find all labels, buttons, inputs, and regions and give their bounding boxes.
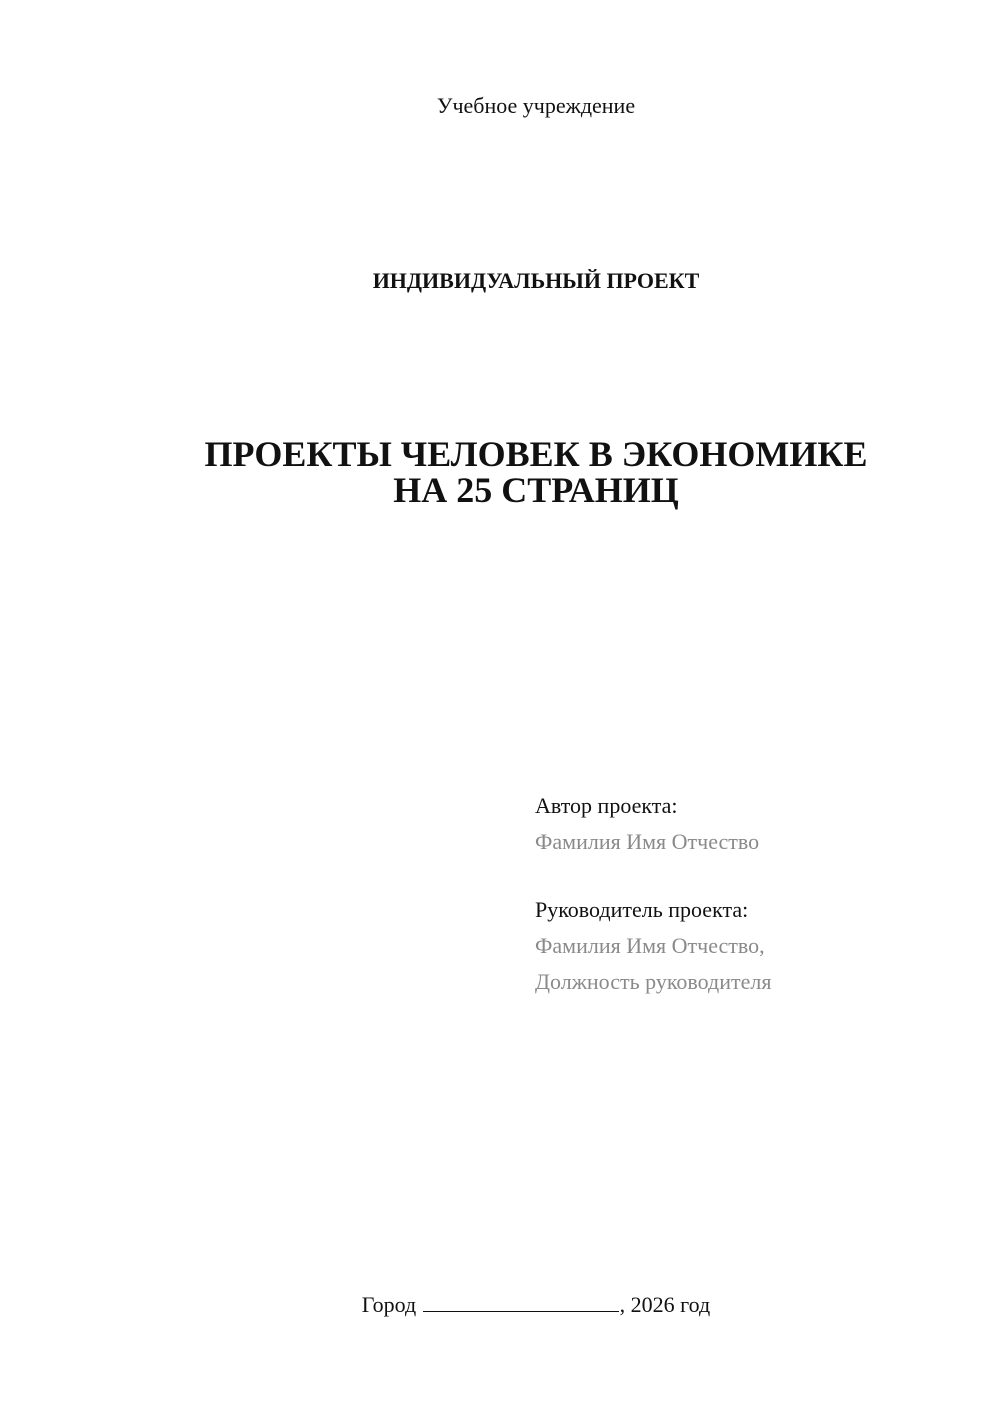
year-text: , 2026 год [619,1292,711,1317]
project-title-line-1: ПРОЕКТЫ ЧЕЛОВЕК В ЭКОНОМИКЕ [204,434,868,474]
credits-spacer [535,860,975,892]
project-title-line-2: НА 25 СТРАНИЦ [393,470,679,510]
author-name: Фамилия Имя Отчество [535,829,760,854]
supervisor-label: Руководитель проекта: [535,897,749,922]
project-type-heading: ИНДИВИДУАЛЬНЫЙ ПРОЕКТ [372,268,700,293]
institution-name: Учебное учреждение [436,93,636,118]
supervisor-name: Фамилия Имя Отчество, [535,933,765,958]
credits-block [535,788,975,1000]
supervisor-position: Должность руководителя [535,969,772,994]
project-title [0,436,1000,508]
city-label: Город [361,1292,417,1317]
author-label: Автор проекта: [535,793,678,818]
city-blank-line [423,1291,619,1312]
footer-city-year [0,1291,1000,1319]
